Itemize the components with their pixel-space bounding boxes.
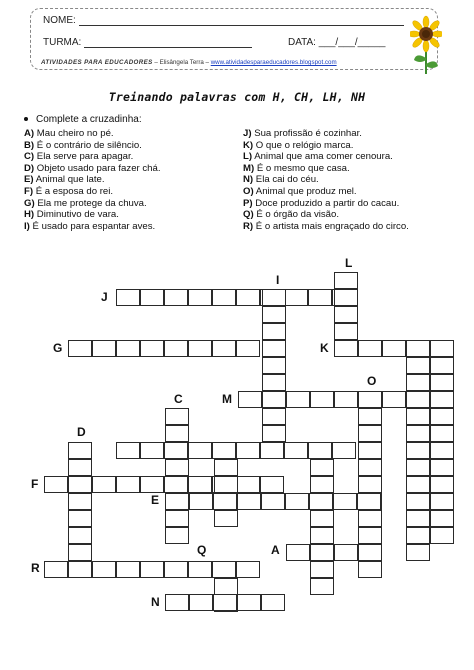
clue-key: H): [24, 209, 35, 221]
clue-text: Diminutivo de vara.: [34, 209, 119, 221]
crossword-cell-m[interactable]: [310, 391, 334, 408]
class-field[interactable]: [84, 37, 252, 48]
clue-right-4: [243, 163, 409, 175]
crossword-cell-m[interactable]: [286, 391, 310, 408]
crossword-cell-k-down[interactable]: [430, 476, 454, 493]
crossword-cell-n[interactable]: [237, 594, 261, 611]
label-r: R: [31, 561, 40, 575]
crossword-cell-r[interactable]: [92, 561, 116, 578]
crossword-cell-k[interactable]: [406, 340, 430, 357]
label-a: A: [271, 543, 280, 557]
crossword-cell-h[interactable]: [310, 527, 334, 544]
crossword-cell-i[interactable]: [262, 374, 286, 391]
crossword-cell-d-top[interactable]: [140, 442, 164, 459]
date-label[interactable]: DATA: ___/___/_____: [288, 37, 386, 48]
clue-key: J): [243, 128, 252, 139]
worksheet-title: Treinando palavras com H, CH, LH, NH: [108, 90, 366, 104]
clue-text: O que o relógio marca.: [253, 139, 354, 151]
crossword-cell-d[interactable]: [68, 459, 92, 476]
crossword-cell-r[interactable]: [236, 561, 260, 578]
crossword-cell-i[interactable]: [262, 289, 286, 306]
crossword-cell-e[interactable]: [357, 493, 381, 510]
crossword-cell-i[interactable]: [262, 340, 286, 357]
crossword-cell-e-col[interactable]: [214, 510, 238, 527]
crossword-cell-k[interactable]: [382, 340, 406, 357]
crossword-cell-m[interactable]: [406, 391, 430, 408]
crossword-cell-o[interactable]: [358, 408, 382, 425]
label-m: M: [222, 392, 232, 406]
crossword-cell-j[interactable]: [188, 289, 212, 306]
crossword-cell-o[interactable]: [358, 544, 382, 561]
instruction-text: Complete a cruzadinha:: [36, 114, 142, 125]
credits: [41, 59, 337, 66]
crossword-cell-e-col[interactable]: [214, 476, 238, 493]
crossword-cell-j[interactable]: [116, 289, 140, 306]
crossword-cell-n[interactable]: [261, 594, 285, 611]
crossword-cell-j[interactable]: [140, 289, 164, 306]
crossword-cell-k-down[interactable]: [430, 374, 454, 391]
clue-text: Ela serve para apagar.: [34, 151, 134, 163]
label-o: O: [367, 374, 377, 388]
crossword-cell-e[interactable]: [189, 493, 213, 510]
crossword-cell-m-right[interactable]: [406, 544, 430, 561]
crossword-cell-i[interactable]: [262, 306, 286, 323]
clue-key: C): [24, 151, 35, 163]
crossword-cell-f[interactable]: [164, 476, 188, 493]
clue-text: Animal que ama comer cenoura.: [252, 151, 393, 163]
clue-key: F): [24, 185, 34, 197]
crossword-cell-g[interactable]: [188, 340, 212, 357]
crossword-cell-d[interactable]: [68, 442, 92, 459]
bullet-icon: [24, 117, 28, 121]
crossword-cell-r[interactable]: [164, 561, 188, 578]
clue-right-9: [243, 221, 409, 233]
crossword-cell-m-right[interactable]: [406, 527, 430, 544]
crossword-cell-g[interactable]: [116, 340, 140, 357]
crossword-cell-d[interactable]: [68, 527, 92, 544]
clue-text: Doce produzido a partir do cacau.: [252, 197, 400, 209]
crossword-cell-o[interactable]: [358, 527, 382, 544]
crossword-cell-k-down[interactable]: [430, 425, 454, 442]
crossword-cell-i[interactable]: [262, 357, 286, 374]
crossword-cell-e-col[interactable]: [214, 459, 238, 476]
clue-text: É o artista mais engraçado do circo.: [253, 220, 409, 232]
class-label: TURMA:: [43, 37, 82, 48]
label-j: J: [101, 290, 108, 304]
crossword-cell-k[interactable]: [358, 340, 382, 357]
clue-key: O): [243, 185, 254, 197]
crossword-cell-d[interactable]: [68, 510, 92, 527]
crossword-cell-j[interactable]: [236, 289, 260, 306]
crossword-cell-d-top[interactable]: [308, 442, 332, 459]
crossword-cell-d[interactable]: [68, 476, 92, 493]
label-f: F: [31, 477, 39, 491]
crossword-cell-k-down[interactable]: [430, 391, 454, 408]
crossword-cell-k-down[interactable]: [430, 493, 454, 510]
crossword-cell-n[interactable]: [189, 594, 213, 611]
crossword-cell-k-down[interactable]: [430, 527, 454, 544]
crossword-cell-k-down[interactable]: [430, 408, 454, 425]
crossword-cell-c[interactable]: [165, 510, 189, 527]
clue-right-6: [243, 186, 409, 198]
crossword-cell-o[interactable]: [358, 476, 382, 493]
clue-text: Sua profissão é cozinhar.: [251, 128, 362, 139]
crossword-cell-h[interactable]: [310, 578, 334, 595]
crossword-cell-m-right[interactable]: [406, 374, 430, 391]
clue-text: É usado para espantar aves.: [29, 220, 156, 232]
clue-right-1: [243, 128, 409, 140]
clue-text: É a esposa do rei.: [33, 185, 114, 197]
crossword-cell-i[interactable]: [262, 408, 286, 425]
crossword-cell-f[interactable]: [188, 476, 212, 493]
crossword-cell-k-down[interactable]: [430, 459, 454, 476]
label-l: L: [345, 256, 353, 270]
clue-text: É o órgão da visão.: [253, 209, 340, 221]
clue-right-7: [243, 198, 409, 210]
crossword-cell-d-top[interactable]: [284, 442, 308, 459]
name-label: NOME:: [43, 15, 76, 26]
clue-key: M): [243, 162, 255, 174]
crossword-cell-a[interactable]: [334, 544, 358, 561]
crossword-cell-g[interactable]: [140, 340, 164, 357]
crossword-cell-r[interactable]: [44, 561, 68, 578]
crossword-cell-m-right[interactable]: [406, 459, 430, 476]
clue-key: L): [243, 151, 253, 163]
label-d: D: [77, 425, 86, 439]
clue-text: Animal que produz mel.: [253, 185, 357, 197]
clue-key: D): [24, 162, 35, 174]
clue-left-9: [24, 221, 161, 233]
crossword-cell-c[interactable]: [165, 408, 189, 425]
crossword-cell-d-top[interactable]: [260, 442, 284, 459]
crossword-cell-g[interactable]: [212, 340, 236, 357]
credit-url[interactable]: www.atividadesparaeducadores.blogspot.com: [210, 59, 337, 66]
header-box: [30, 8, 438, 70]
sunflower-icon: [410, 14, 442, 76]
crossword-cell-m-right[interactable]: [406, 425, 430, 442]
clue-key: R): [243, 220, 254, 232]
label-q: Q: [197, 543, 207, 557]
clue-text: Mau cheiro no pé.: [34, 128, 114, 139]
crossword-cell-l[interactable]: [334, 323, 358, 340]
clue-key: A): [24, 128, 35, 139]
crossword-cell-f[interactable]: [116, 476, 140, 493]
crossword-cell-l[interactable]: [334, 289, 358, 306]
crossword-cell-h[interactable]: [310, 476, 334, 493]
crossword-cell-k[interactable]: [334, 340, 358, 357]
crossword-cell-m-right[interactable]: [406, 493, 430, 510]
clue-key: E): [24, 174, 34, 186]
name-field[interactable]: [79, 15, 404, 26]
crossword-cell-g[interactable]: [236, 340, 260, 357]
crossword-cell-d-top[interactable]: [164, 442, 188, 459]
clue-left-7: [24, 198, 161, 210]
label-n: N: [151, 595, 160, 609]
crossword-cell-j[interactable]: [164, 289, 188, 306]
crossword-cell-d-top[interactable]: [188, 442, 212, 459]
crossword-cell-o[interactable]: [358, 510, 382, 527]
crossword-cell-d-top[interactable]: [116, 442, 140, 459]
crossword-cell-d[interactable]: [68, 493, 92, 510]
crossword-cell-l[interactable]: [334, 306, 358, 323]
crossword-cell-c[interactable]: [165, 493, 189, 510]
clue-key: P): [243, 197, 253, 209]
crossword-cell-l[interactable]: [334, 272, 358, 289]
crossword-cell-d-top[interactable]: [236, 442, 260, 459]
crossword-cell-c[interactable]: [165, 527, 189, 544]
crossword-cell-g[interactable]: [164, 340, 188, 357]
clue-key: N): [243, 174, 254, 186]
crossword-cell-c[interactable]: [165, 425, 189, 442]
crossword-cell-d[interactable]: [68, 544, 92, 561]
crossword-cell-o[interactable]: [358, 425, 382, 442]
crossword-cell-m-right[interactable]: [406, 357, 430, 374]
clue-key: G): [24, 197, 35, 209]
crossword-cell-h[interactable]: [310, 544, 334, 561]
clue-text: Ela me protege da chuva.: [34, 197, 147, 209]
clue-left-2: [24, 140, 161, 152]
crossword-cell-o[interactable]: [358, 442, 382, 459]
crossword-cell-i[interactable]: [262, 391, 286, 408]
clue-right-8: [243, 209, 409, 221]
clue-left-1: [24, 128, 161, 140]
crossword-cell-k-down[interactable]: [430, 510, 454, 527]
label-g: G: [53, 341, 63, 355]
label-k: K: [320, 341, 329, 355]
crossword-cell-f[interactable]: [92, 476, 116, 493]
clue-left-6: [24, 186, 161, 198]
crossword-cell-m-right[interactable]: [406, 476, 430, 493]
crossword-cell-e[interactable]: [285, 493, 309, 510]
crossword-cell-r[interactable]: [212, 561, 236, 578]
clue-text: É o mesmo que casa.: [254, 162, 350, 174]
crossword-cell-m[interactable]: [358, 391, 382, 408]
crossword-cell-m-right[interactable]: [406, 408, 430, 425]
clue-left-3: [24, 151, 161, 163]
crossword-cell-e[interactable]: [213, 493, 237, 510]
crossword-cell-r[interactable]: [140, 561, 164, 578]
clue-text: Ela cai do céu.: [253, 174, 319, 186]
crossword-cell-o[interactable]: [358, 561, 382, 578]
crossword-cell-m-right[interactable]: [406, 442, 430, 459]
crossword-cell-a[interactable]: [286, 544, 310, 561]
clue-text: É o contrário de silêncio.: [34, 139, 142, 151]
credit-author: – Elisângela Terra –: [152, 59, 211, 66]
label-e: E: [151, 493, 160, 507]
crossword-cell-c[interactable]: [165, 459, 189, 476]
date-row: [288, 37, 385, 48]
crossword-cell-d-top[interactable]: [212, 442, 236, 459]
credit-main: ATIVIDADES PARA EDUCADORES: [41, 59, 153, 66]
clue-key: I): [24, 220, 30, 232]
crossword-cell-i[interactable]: [262, 425, 286, 442]
crossword-cell-f[interactable]: [140, 476, 164, 493]
class-row: [43, 37, 252, 48]
crossword-cell-m[interactable]: [382, 391, 406, 408]
crossword-cell-e[interactable]: [261, 493, 285, 510]
clue-left-5: [24, 174, 161, 186]
crossword-cell-n[interactable]: [165, 594, 189, 611]
crossword-cell-f[interactable]: [44, 476, 68, 493]
crossword-cell-h[interactable]: [310, 459, 334, 476]
clue-key: K): [243, 139, 254, 151]
crossword-cell-e[interactable]: [309, 493, 333, 510]
crossword-cell-g[interactable]: [68, 340, 92, 357]
crossword-cell-f[interactable]: [260, 476, 284, 493]
crossword-cell-h[interactable]: [310, 510, 334, 527]
crossword-cell-k-down[interactable]: [430, 442, 454, 459]
clue-left-4: [24, 163, 161, 175]
clue-right-5: [243, 174, 409, 186]
clues-right: [243, 128, 409, 232]
crossword-cell-r[interactable]: [188, 561, 212, 578]
crossword-cell-m[interactable]: [334, 391, 358, 408]
crossword-cell-j[interactable]: [212, 289, 236, 306]
crossword-cell-j[interactable]: [308, 289, 332, 306]
crossword-cell-m-right[interactable]: [406, 510, 430, 527]
label-i: I: [276, 273, 280, 287]
crossword-cell-h[interactable]: [310, 561, 334, 578]
name-row: [43, 15, 404, 26]
crossword-cell-e[interactable]: [333, 493, 357, 510]
crossword-cell-o[interactable]: [358, 459, 382, 476]
clue-key: B): [24, 139, 35, 151]
crossword-cell-m[interactable]: [238, 391, 262, 408]
crossword-cell-f[interactable]: [236, 476, 260, 493]
clue-left-8: [24, 209, 161, 221]
crossword-cell-g[interactable]: [92, 340, 116, 357]
instruction: [24, 114, 142, 125]
clue-right-3: [243, 151, 409, 163]
crossword-cell-e[interactable]: [237, 493, 261, 510]
crossword-cell-k[interactable]: [430, 340, 454, 357]
clue-key: Q): [243, 209, 254, 221]
crossword-cell-q[interactable]: [214, 578, 238, 595]
crossword-cell-n[interactable]: [213, 594, 237, 611]
clue-right-2: [243, 140, 409, 152]
clues-left: [24, 128, 161, 232]
crossword-cell-d-top[interactable]: [332, 442, 356, 459]
crossword-cell-i[interactable]: [262, 323, 286, 340]
crossword-cell-j[interactable]: [284, 289, 308, 306]
crossword-cell-k-down[interactable]: [430, 357, 454, 374]
crossword-cell-r[interactable]: [68, 561, 92, 578]
clue-text: Animal que late.: [33, 174, 105, 186]
crossword-cell-r[interactable]: [116, 561, 140, 578]
label-c: C: [174, 392, 183, 406]
clue-text: Objeto usado para fazer chá.: [34, 162, 161, 174]
